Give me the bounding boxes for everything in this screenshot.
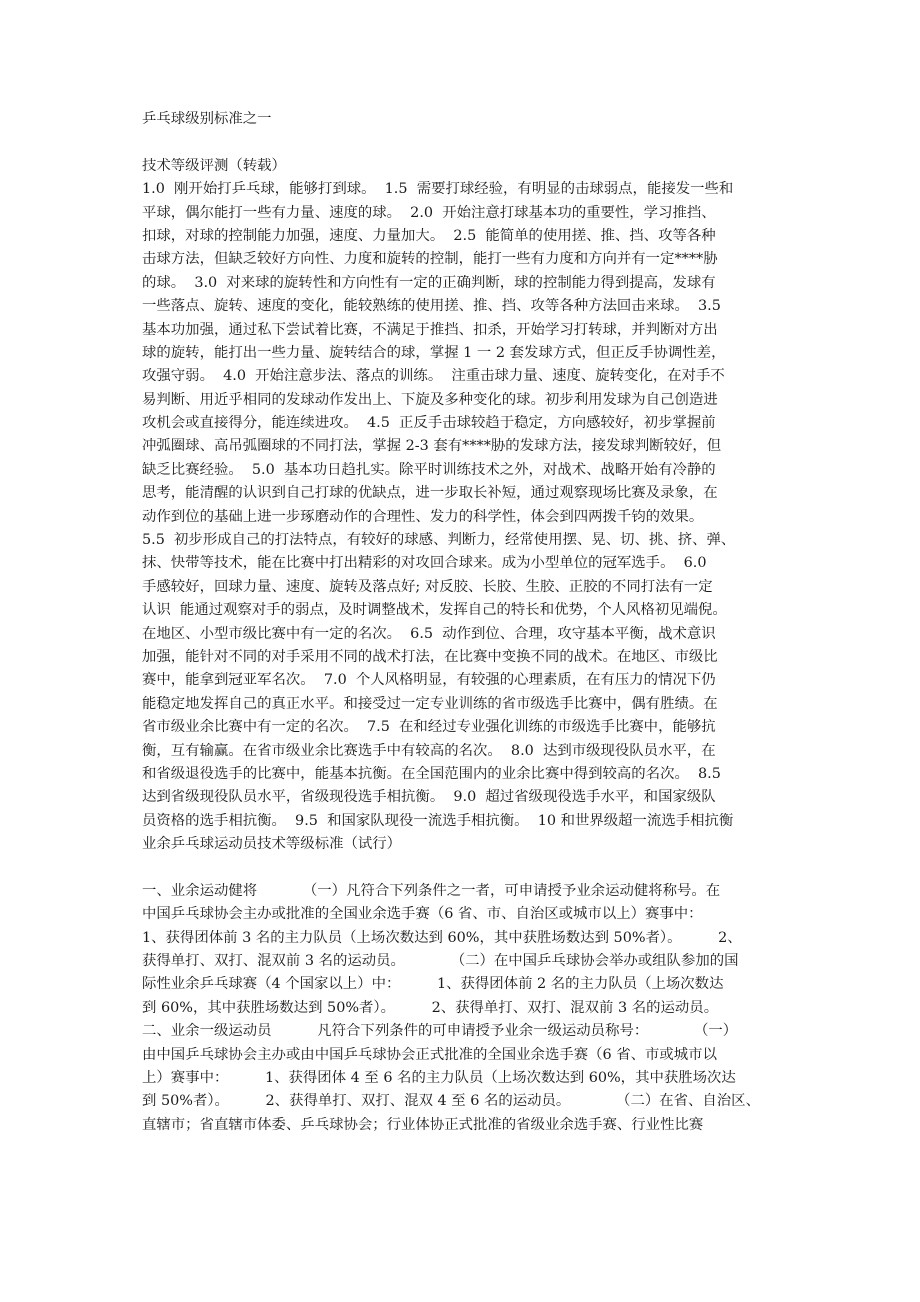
text-line: 到 60%，其中获胜场数达到 50%者）。 2、获得单打、双打、混双前 3 名的运动员。 [142,999,719,1016]
text-line: 际性业余乒乓球赛（4 个国家以上）中： 1、获得团体前 2 名的主力队员（上场次数达 [142,976,724,993]
text-line: 省市级业余比赛中有一定的名次。 7.5 在和经过专业强化训练的市级选手比赛中，能够抗 [142,719,716,736]
text-line: 球的旋转，能打出一些力量、旋转结合的球，掌握 1 一 2 套发球方式，但正反手协调性差， [142,344,726,361]
text-line: 1.0 刚开始打乒乓球，能够打到球。 1.5 需要打球经验，有明显的击球弱点，能接发一些和 [142,181,734,198]
text-line: 获得单打、双打、混双前 3 名的运动员。 （二）在中国乒乓球协会举办或组队参加的国 [142,953,739,970]
text-line: 攻强守弱。 4.0 开始注意步法、落点的训练。 注重击球力量、速度、旋转变化，在对手不 [142,368,725,385]
text-line: 基本功加强，通过私下尝试着比赛，不满足于推挡、扣杀，开始学习打转球，并判断对方出 [142,321,718,338]
text-line: 平球，偶尔能打一些有力量、速度的球。 2.0 开始注意打球基本功的重要性，学习推挡、 [142,204,716,221]
text-line: 直辖市；省直辖市体委、乒乓球协会；行业体协正式批准的省级业余选手赛、行业性比赛 [142,1116,704,1133]
text-line: 在地区、小型市级比赛中有一定的名次。 6.5 动作到位、合理，攻守基本平衡，战术意识 [142,625,716,642]
text-line: 赛中，能拿到冠亚军名次。 7.0 个人风格明显，有较强的心理素质，在有压力的情况下仍 [142,672,716,689]
text-line: 中国乒乓球协会主办或批准的全国业余选手赛（6 省、市、自治区或城市以上）赛事中： [142,906,703,923]
text-line: 抹、快带等技术，能在比赛中打出精彩的对攻回合球来。成为小型单位的冠军选手。 6.0 [142,555,707,572]
blank-line [142,857,782,880]
text-line: 扣球，对球的控制能力加强，速度、力量加大。 2.5 能简单的使用搓、推、挡、攻等各种 [142,227,716,244]
text-line: 加强，能针对不同的对手采用不同的战术打法，在比赛中变换不同的战术。在地区、市级比 [142,648,718,665]
text-line: 一些落点、旋转、速度的变化，能较熟练的使用搓、推、挡、攻等各种方法回击来球。 3.5 [142,298,721,315]
text-line: 动作到位的基础上进一步琢磨动作的合理性、发力的科学性，体会到四两拨千钧的效果。 [142,508,704,525]
blank-line [142,131,782,154]
text-line: 员资格的选手相抗衡。 9.5 和国家队现役一流选手相抗衡。 10 和世界级超一流选手相抗衡 [142,812,734,829]
text-line: 达到省级现役队员水平，省级现役选手相抗衡。 9.0 超过省级现役选手水平，和国家级队 [142,789,716,806]
text-line: 击球方法，但缺乏较好方向性、力度和旋转的控制，能打一些有力度和方向并有一定****胁 [142,251,718,268]
text-line: 思考，能清醒的认识到自己打球的优缺点，进一步取长补短，通过观察现场比赛及录象，在 [142,485,718,502]
text-line: 技术等级评测（转载） [142,157,286,174]
text-line: 业余乒乓球运动员技术等级标准（试行） [142,836,402,853]
text-line: 到 50%者）。 2、获得单打、双打、混双 4 至 6 名的运动员。 （二）在省、自治区、 [142,1093,760,1110]
text-line: 和省级退役选手的比赛中，能基本抗衡。在全国范围内的业余比赛中得到较高的名次。 8.5 [142,765,721,782]
text-line: 易判断、用近乎相同的发球动作发出上、下旋及多种变化的球。初步利用发球为自己创造进 [142,391,718,408]
text-line: 认识 能通过观察对手的弱点，及时调整战术，发挥自己的特长和优势，个人风格初见端倪。 [142,602,727,619]
text-line: 冲弧圈球、高吊弧圈球的不同打法，掌握 2-3 套有****胁的发球方法，接发球判断较好，但 [142,438,722,455]
document-title: 乒乓球级别标准之一 [142,111,272,127]
text-line: 1、获得团体前 3 名的主力队员（上场次数达到 60%，其中获胜场数达到 50%者）。 2、 [142,929,742,946]
text-line: 能稳定地发挥自己的真正水平。和接受过一定专业训练的省市级选手比赛中，偶有胜绩。在 [142,695,718,712]
text-line: 由中国乒乓球协会主办或由中国乒乓球协会正式批准的全国业余选手赛（6 省、市或城市以 [142,1046,717,1063]
text-line: 5.5 初步形成自己的打法特点，有较好的球感、判断力，经常使用摆、晃、切、挑、挤、弹、 [142,532,736,549]
text-line: 攻机会或直接得分，能连续进攻。 4.5 正反手击球较趋于稳定，方向感较好，初步掌握前 [142,415,716,432]
document-body [142,108,782,1137]
text-line: 缺乏比赛经验。 5.0 基本功日趋扎实。除平时训练技术之外，对战术、战略开始有冷静的 [142,461,716,478]
text-line: 二、业余一级运动员 凡符合下列条件的可申请授予业余一级运动员称号： （一） [142,1023,738,1040]
text-line: 一、业余运动健将 （一）凡符合下列条件之一者，可申请授予业余运动健将称号。在 [142,882,721,899]
text-line: 衡，互有输赢。在省市级业余比赛选手中有较高的名次。 8.0 达到市级现役队员水平，在 [142,742,716,759]
text-line: 上）赛事中： 1、获得团体 4 至 6 名的主力队员（上场次数达到 60%，其中获胜场次达 [142,1070,736,1087]
text-line: 手感较好，回球力量、速度、旋转及落点好; 对反胶、长胶、生胶、正胶的不同打法有一定 [142,578,713,595]
text-line: 的球。 3.0 对来球的旋转性和方向性有一定的正确判断，球的控制能力得到提高，发球有 [142,274,716,291]
